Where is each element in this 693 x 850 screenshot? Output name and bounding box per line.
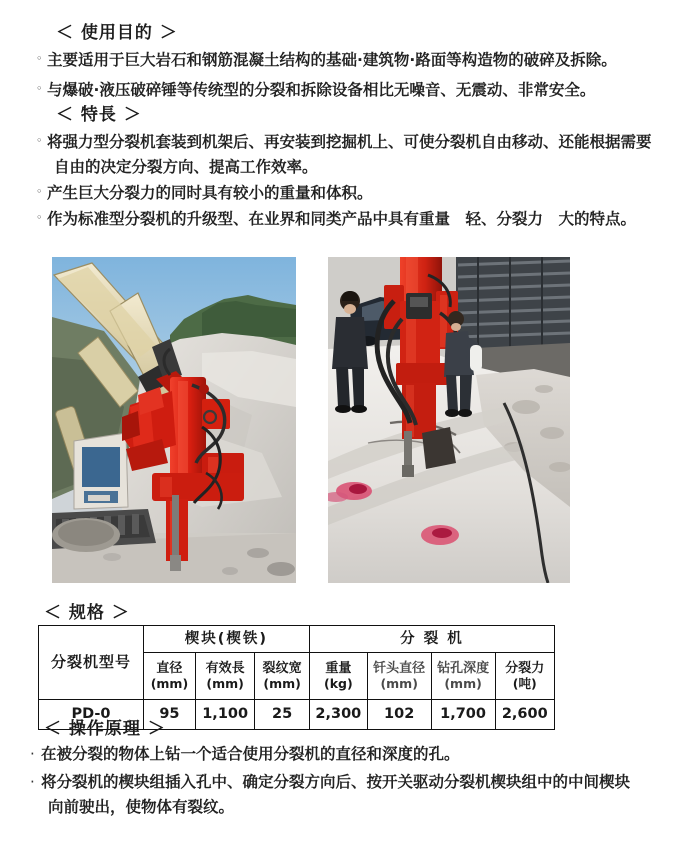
table-group-header-splitter: 分 裂 机 <box>309 626 554 653</box>
table-header-diameter <box>143 653 195 700</box>
splitter-working-on-rock-photo <box>328 257 570 583</box>
principle-bullet-1 <box>30 742 460 767</box>
table-header-splitting-force <box>495 653 554 700</box>
excavator-mounted-splitter-photo <box>52 257 296 583</box>
photo-1-artwork <box>52 257 296 583</box>
cell-weight: 2,300 <box>309 700 367 730</box>
features-bullet-2-text: 产生巨大分裂力的同时具有较小的重量和体积。 <box>47 184 373 202</box>
header-unit: (吨) <box>512 676 537 691</box>
features-bullet-3-text: 作为标准型分裂机的升级型、在业界和同类产品中具有重量 轻、分裂力 大的特点。 <box>47 210 637 228</box>
section-heading-principle: ＜ 操作原理 ＞ <box>44 719 166 739</box>
bullet-marker: · <box>30 773 35 791</box>
header-name: 裂纹宽 <box>262 661 302 676</box>
principle-bullet-1-text: 在被分裂的物体上钻一个适合使用分裂机的直径和深度的孔。 <box>41 745 460 763</box>
table-header-model: 分裂机型号 <box>39 626 144 700</box>
cell-diameter: 95 <box>143 700 195 730</box>
bullet-marker: ◦ <box>36 134 43 147</box>
bullet-marker: ◦ <box>36 211 43 224</box>
principle-bullet-2 <box>30 770 630 820</box>
header-name: 分裂力 <box>505 661 545 676</box>
header-unit: (kg) <box>323 676 353 691</box>
header-unit: (mm) <box>380 676 418 691</box>
cell-drill-depth: 1,700 <box>431 700 495 730</box>
cell-splitting-force: 2,600 <box>495 700 554 730</box>
header-unit: (mm) <box>444 676 482 691</box>
header-unit: (mm) <box>150 676 189 691</box>
header-name: 直径 <box>156 661 183 676</box>
principle-bullet-2-line-1: 将分裂机的楔块组插入孔中、确定分裂方向后、按开关驱动分裂机楔块组中的中间楔块 <box>41 773 631 791</box>
table-header-effective-length <box>195 653 254 700</box>
features-bullet-1-line-2: 自由的决定分裂方向、提高工作效率。 <box>54 158 318 176</box>
cell-model: PD-0 <box>39 700 144 730</box>
photo-2-artwork <box>328 257 570 583</box>
features-bullet-1-line-1: 将强力型分裂机套装到机架后、再安装到挖掘机上、可使分裂机自由移动、还能根据需要 <box>47 133 652 151</box>
purpose-bullet-2 <box>36 76 595 103</box>
purpose-bullet-2-text: 与爆破·液压破碎锤等传统型的分裂和拆除设备相比无噪音、无震动、非常安全。 <box>47 81 596 99</box>
header-name: 有效長 <box>205 661 245 676</box>
table-header-weight <box>309 653 367 700</box>
table-group-header-wedge: 楔块(楔铁) <box>143 626 309 653</box>
features-bullet-1 <box>36 128 652 180</box>
section-heading-purpose: ＜ 使用目的 ＞ <box>56 23 178 43</box>
purpose-bullet-1 <box>36 46 617 73</box>
header-unit: (mm) <box>206 676 244 691</box>
header-name: 重量 <box>325 661 352 676</box>
header-name: 钻孔深度 <box>437 661 490 676</box>
table-header-drill-depth <box>431 653 495 700</box>
bullet-marker: · <box>30 745 35 763</box>
header-name: 钎头直径 <box>373 661 426 676</box>
section-heading-spec: ＜ 规格 ＞ <box>44 603 130 623</box>
table-group-header-row <box>39 626 555 653</box>
features-bullet-2 <box>36 179 373 206</box>
features-bullet-3 <box>36 205 636 232</box>
cell-bit-diameter: 102 <box>367 700 431 730</box>
cell-crack-width: 25 <box>255 700 310 730</box>
table-header-crack-width <box>255 653 310 700</box>
bullet-marker: ◦ <box>36 82 43 95</box>
principle-bullet-2-line-2: 向前驶出，使物体有裂纹。 <box>48 798 235 816</box>
bullet-marker: ◦ <box>36 52 43 65</box>
bullet-marker: ◦ <box>36 185 43 198</box>
purpose-bullet-1-text: 主要适用于巨大岩石和钢筋混凝土结构的基础·建筑物·路面等构造物的破碎及拆除。 <box>47 51 617 69</box>
cell-effective-length: 1,100 <box>195 700 254 730</box>
section-heading-features: ＜ 特長 ＞ <box>56 105 142 125</box>
table-header-bit-diameter <box>367 653 431 700</box>
header-unit: (mm) <box>263 676 301 691</box>
